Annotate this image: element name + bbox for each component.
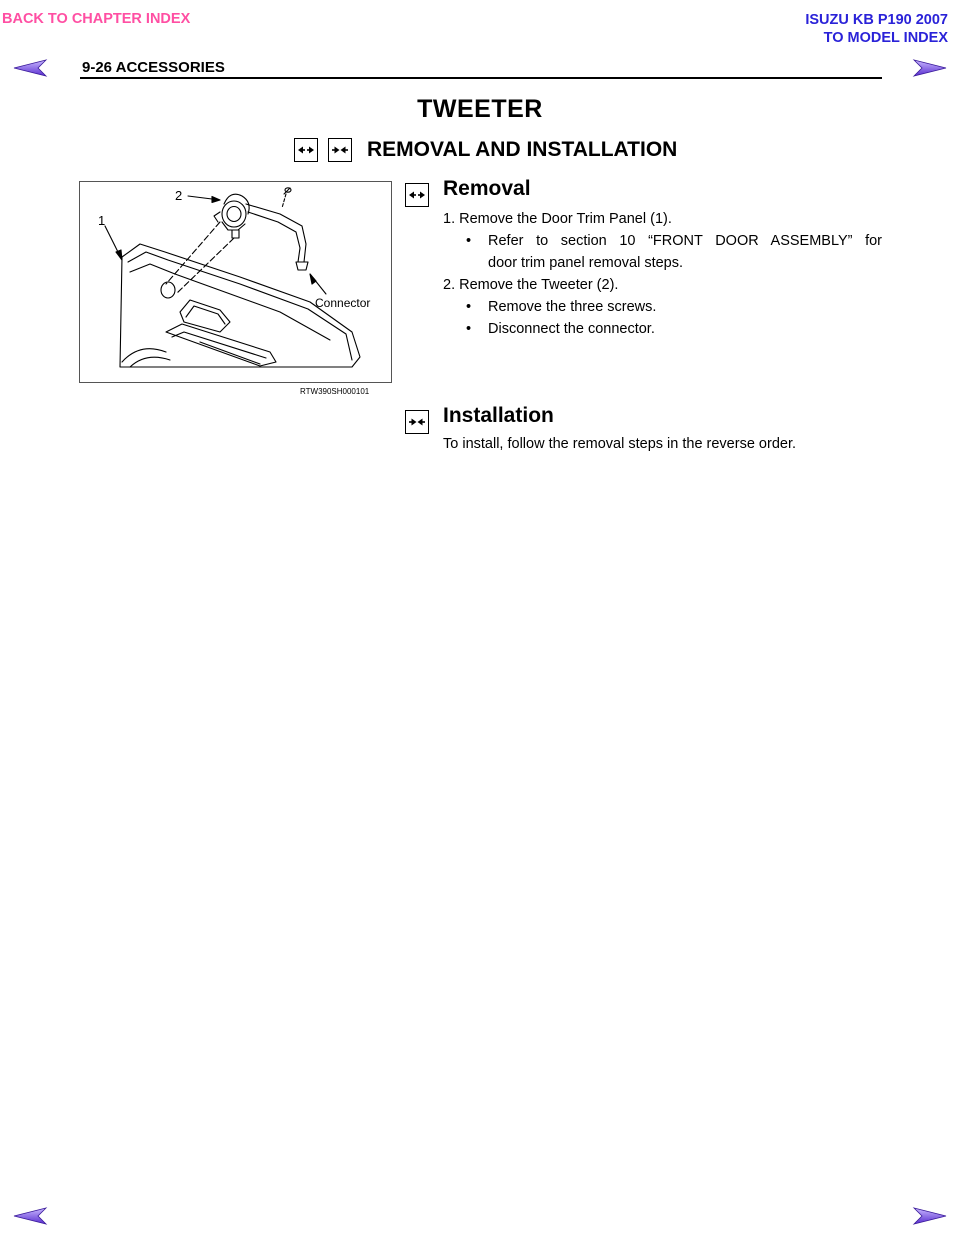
next-page-arrow-icon[interactable] [912, 58, 948, 78]
installation-text: To install, follow the removal steps in the reverse order. [443, 436, 796, 452]
removal-step-1: 1. Remove the Door Trim Panel (1). [443, 211, 672, 227]
removal-step-2-bullet-2 [466, 318, 882, 340]
removal-step-2-bullet-1 [466, 296, 882, 318]
prev-page-arrow-icon[interactable] [12, 58, 48, 78]
bullet-symbol: • [466, 299, 472, 315]
installation-heading: Installation [443, 404, 554, 427]
removal-symbol-icon [294, 138, 318, 162]
figure-code: RTW390SH000101 [300, 387, 370, 396]
removal-heading: Removal [443, 177, 531, 200]
removal-heading-symbol-icon [405, 183, 429, 207]
bullet-symbol: • [466, 321, 472, 337]
removal-step-2: 2. Remove the Tweeter (2). [443, 277, 619, 293]
bullet-symbol: • [466, 233, 472, 249]
bullet-text-line-1: Refer to section 10 “FRONT DOOR ASSEMBLY” for [488, 233, 882, 249]
callout-connector-label: Connector [315, 296, 371, 310]
header-divider [80, 77, 882, 79]
bullet-text-line-2: door trim panel removal steps. [488, 255, 684, 271]
next-page-arrow-bottom-icon[interactable] [912, 1206, 948, 1226]
installation-symbol-icon [328, 138, 352, 162]
removal-step-1-bullet [466, 230, 882, 274]
page-header-label: 9-26 ACCESSORIES [82, 59, 225, 76]
to-model-index-link[interactable]: TO MODEL INDEX [823, 30, 948, 46]
tweeter-illustration [79, 181, 392, 383]
bullet-text: Remove the three screws. [488, 299, 657, 315]
model-index-links [805, 11, 948, 47]
section-title: REMOVAL AND INSTALLATION [367, 138, 678, 161]
model-title-link[interactable]: ISUZU KB P190 2007 [805, 12, 948, 28]
installation-heading-symbol-icon [405, 410, 429, 434]
door-trim-tweeter-drawing [80, 182, 391, 382]
back-to-chapter-index-link[interactable]: BACK TO CHAPTER INDEX [2, 11, 191, 27]
callout-1-label: 1 [98, 213, 106, 228]
bullet-text: Disconnect the connector. [488, 321, 655, 337]
prev-page-arrow-bottom-icon[interactable] [12, 1206, 48, 1226]
callout-2-label: 2 [175, 188, 183, 203]
page-title: TWEETER [417, 95, 543, 123]
